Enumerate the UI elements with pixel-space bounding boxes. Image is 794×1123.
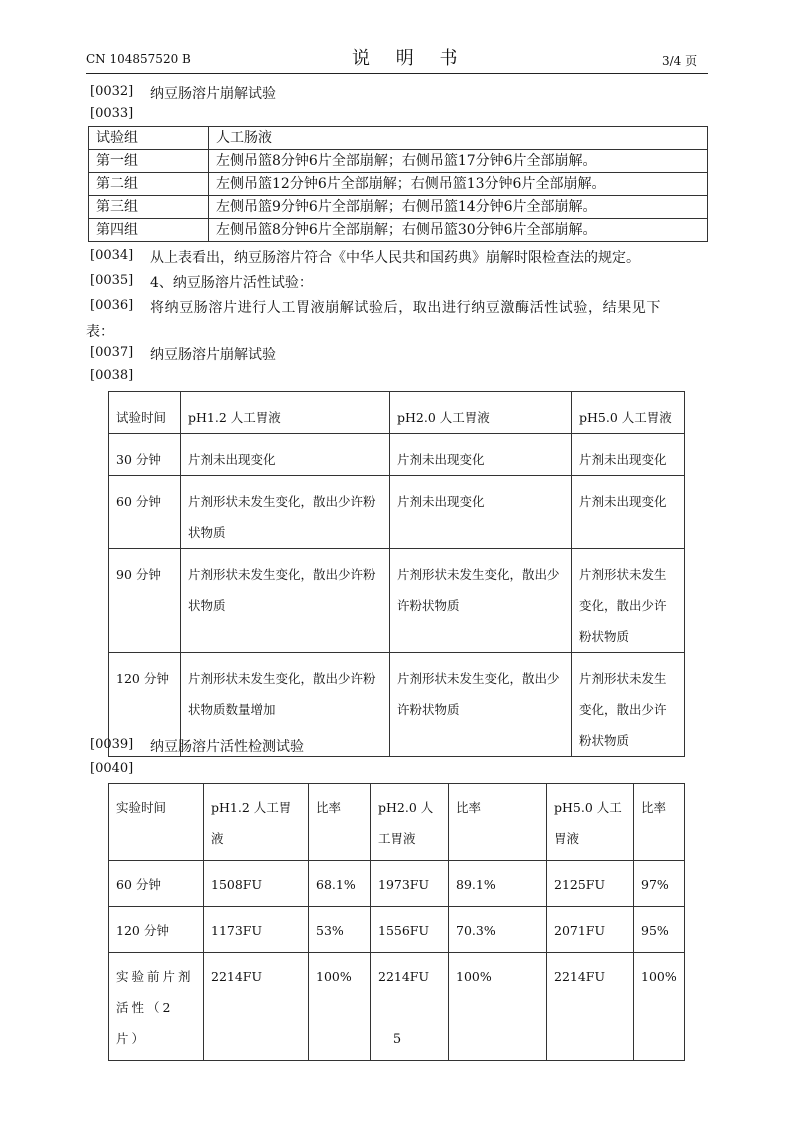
table-cell: 片剂未出现变化 bbox=[390, 476, 572, 549]
table-cell: 90 分钟 bbox=[109, 549, 181, 653]
table-cell: 30 分钟 bbox=[109, 434, 181, 476]
table-cell: 53% bbox=[309, 907, 371, 953]
para-number: [0040] bbox=[90, 761, 134, 776]
table-row bbox=[89, 150, 708, 173]
table-cell: 60 分钟 bbox=[109, 476, 181, 549]
table-cell: 2214FU bbox=[371, 953, 449, 1061]
header-rule bbox=[86, 73, 708, 74]
table-cell: 片剂形状未发生变化，散出少许粉状物质 bbox=[390, 653, 572, 757]
table-row bbox=[89, 219, 708, 242]
patent-number: CN 104857520 B bbox=[86, 52, 191, 66]
table-cell: 片剂形状未发生变化，散出少许粉状物质 bbox=[572, 549, 685, 653]
table-cell: 片剂形状未发生变化，散出少许粉状物质数量增加 bbox=[181, 653, 390, 757]
table-cell: 120 分钟 bbox=[109, 653, 181, 757]
table-cell: 第一组 bbox=[89, 150, 209, 173]
page-indicator: 3/4 页 bbox=[662, 54, 698, 68]
disintegration-table-intestinal bbox=[88, 126, 708, 242]
table-cell: 60 分钟 bbox=[109, 861, 204, 907]
table-header-cell: 实验时间 bbox=[109, 784, 204, 861]
table-header-row bbox=[109, 392, 685, 434]
table-header-row bbox=[109, 784, 685, 861]
table-header-row bbox=[89, 127, 708, 150]
table-cell: 1173FU bbox=[204, 907, 309, 953]
para-number: [0035] bbox=[90, 273, 134, 288]
table-cell: 实验前片剂活性（2片） bbox=[109, 953, 204, 1061]
table-cell: 片剂形状未发生变化，散出少许粉状物质 bbox=[572, 653, 685, 757]
document-title: 说 明 书 bbox=[352, 48, 468, 69]
table-row bbox=[109, 861, 685, 907]
table-cell: 片剂未出现变化 bbox=[572, 476, 685, 549]
table-cell: 片剂形状未发生变化，散出少许粉状物质 bbox=[181, 476, 390, 549]
table-row bbox=[89, 173, 708, 196]
table-header-cell: 比率 bbox=[449, 784, 547, 861]
para-number: [0039] bbox=[90, 737, 134, 752]
table-header-cell: pH1.2 人工胃液 bbox=[204, 784, 309, 861]
table-cell: 1508FU bbox=[204, 861, 309, 907]
table-cell: 2125FU bbox=[547, 861, 634, 907]
table-cell: 97% bbox=[634, 861, 685, 907]
table-cell: 第四组 bbox=[89, 219, 209, 242]
table-cell: 片剂未出现变化 bbox=[390, 434, 572, 476]
section-heading: 纳豆肠溶片崩解试验 bbox=[150, 347, 276, 363]
para-number: [0037] bbox=[90, 345, 134, 360]
section-heading: 纳豆肠溶片崩解试验 bbox=[150, 86, 276, 102]
para-number: [0036] bbox=[90, 298, 134, 313]
disintegration-table-gastric bbox=[108, 391, 685, 757]
table-cell: 左侧吊篮8分钟6片全部崩解；右侧吊篮17分钟6片全部崩解。 bbox=[209, 150, 708, 173]
page-number: 5 bbox=[392, 1032, 402, 1047]
table-cell: 左侧吊篮8分钟6片全部崩解；右侧吊篮30分钟6片全部崩解。 bbox=[209, 219, 708, 242]
table-cell: 2214FU bbox=[547, 953, 634, 1061]
table-header-cell: pH5.0 人工胃液 bbox=[572, 392, 685, 434]
table-header-cell: pH5.0 人工胃液 bbox=[547, 784, 634, 861]
table-cell: 第二组 bbox=[89, 173, 209, 196]
table-cell: 95% bbox=[634, 907, 685, 953]
table-header-cell: 比率 bbox=[634, 784, 685, 861]
table-cell: 100% bbox=[309, 953, 371, 1061]
paragraph-text-continued: 表： bbox=[86, 324, 114, 340]
table-cell: 片剂形状未发生变化，散出少许粉状物质 bbox=[390, 549, 572, 653]
table-header-cell: pH2.0 人工胃液 bbox=[371, 784, 449, 861]
table-cell: 片剂未出现变化 bbox=[572, 434, 685, 476]
table-cell: 第三组 bbox=[89, 196, 209, 219]
table-header-cell: 试验时间 bbox=[109, 392, 181, 434]
paragraph-text: 将纳豆肠溶片进行人工胃液崩解试验后，取出进行纳豆激酶活性试验，结果见下 bbox=[150, 300, 661, 316]
paragraph-text: 4、纳豆肠溶片活性试验： bbox=[150, 275, 313, 291]
table-cell: 2071FU bbox=[547, 907, 634, 953]
table-header-cell: 试验组 bbox=[89, 127, 209, 150]
para-number: [0034] bbox=[90, 248, 134, 263]
table-header-cell: pH1.2 人工胃液 bbox=[181, 392, 390, 434]
table-cell: 1973FU bbox=[371, 861, 449, 907]
table-header-cell: 比率 bbox=[309, 784, 371, 861]
table-cell: 1556FU bbox=[371, 907, 449, 953]
table-cell: 2214FU bbox=[204, 953, 309, 1061]
paragraph-text: 从上表看出，纳豆肠溶片符合《中华人民共和国药典》崩解时限检查法的规定。 bbox=[150, 250, 640, 266]
table-cell: 120 分钟 bbox=[109, 907, 204, 953]
table-row bbox=[109, 907, 685, 953]
table-cell: 70.3% bbox=[449, 907, 547, 953]
table-cell: 100% bbox=[449, 953, 547, 1061]
table-row bbox=[109, 549, 685, 653]
table-cell: 89.1% bbox=[449, 861, 547, 907]
table-row bbox=[109, 476, 685, 549]
activity-test-table bbox=[108, 783, 685, 1061]
table-cell: 左侧吊篮9分钟6片全部崩解；右侧吊篮14分钟6片全部崩解。 bbox=[209, 196, 708, 219]
para-number: [0033] bbox=[90, 106, 134, 121]
para-number: [0032] bbox=[90, 84, 134, 99]
table-cell: 片剂形状未发生变化，散出少许粉状物质 bbox=[181, 549, 390, 653]
table-cell: 68.1% bbox=[309, 861, 371, 907]
table-cell: 100% bbox=[634, 953, 685, 1061]
table-header-cell: 人工肠液 bbox=[209, 127, 708, 150]
para-number: [0038] bbox=[90, 368, 134, 383]
table-cell: 片剂未出现变化 bbox=[181, 434, 390, 476]
table-header-cell: pH2.0 人工胃液 bbox=[390, 392, 572, 434]
table-row bbox=[109, 434, 685, 476]
section-heading: 纳豆肠溶片活性检测试验 bbox=[150, 739, 304, 755]
table-cell: 左侧吊篮12分钟6片全部崩解；右侧吊篮13分钟6片全部崩解。 bbox=[209, 173, 708, 196]
table-row bbox=[89, 196, 708, 219]
